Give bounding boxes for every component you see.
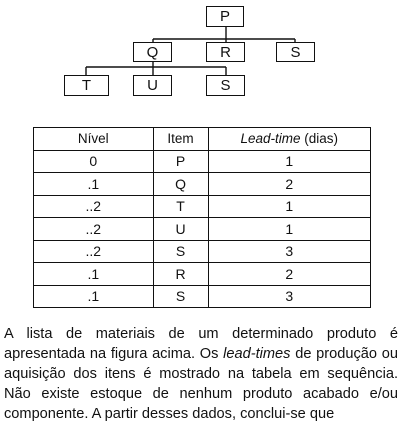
table-row bbox=[34, 173, 371, 196]
node-p: P bbox=[206, 6, 244, 27]
cell-nivel: 0 bbox=[34, 150, 154, 173]
table-row bbox=[34, 218, 371, 241]
cell-nivel: .1 bbox=[34, 285, 154, 308]
cell-nivel: ..2 bbox=[34, 240, 154, 263]
leadtime-table bbox=[33, 127, 371, 308]
cell-leadtime: 2 bbox=[208, 173, 371, 196]
paragraph-text-2: de produção ou aquisição dos itens é mostrado na tabela em sequência. Não existe estoque de nenhum produto acabado e/ou componente. A partir desses dados, conclui-se que bbox=[4, 346, 398, 422]
cell-item: Q bbox=[153, 173, 208, 196]
node-q: Q bbox=[133, 42, 172, 62]
tree-connectors bbox=[0, 0, 402, 120]
header-leadtime-unit: (dias) bbox=[300, 131, 339, 147]
table-row bbox=[34, 263, 371, 286]
table-row bbox=[34, 150, 371, 173]
table-row bbox=[34, 195, 371, 218]
cell-item: S bbox=[153, 285, 208, 308]
cell-item: U bbox=[153, 218, 208, 241]
header-nivel: Nível bbox=[34, 128, 154, 151]
table-header-row bbox=[34, 128, 371, 151]
cell-nivel: ..2 bbox=[34, 195, 154, 218]
cell-leadtime: 1 bbox=[208, 195, 371, 218]
paragraph-text-1: A lista de materiais de um determinado produto é apresentada na figura acima. Os bbox=[4, 326, 398, 362]
paragraph-italic-leadtimes: lead-times bbox=[223, 346, 291, 362]
cell-leadtime: 3 bbox=[208, 285, 371, 308]
question-paragraph bbox=[4, 324, 398, 424]
cell-nivel: ..2 bbox=[34, 218, 154, 241]
cell-leadtime: 3 bbox=[208, 240, 371, 263]
cell-item: R bbox=[153, 263, 208, 286]
cell-item: T bbox=[153, 195, 208, 218]
cell-nivel: .1 bbox=[34, 263, 154, 286]
cell-leadtime: 2 bbox=[208, 263, 371, 286]
cell-nivel: .1 bbox=[34, 173, 154, 196]
table-row bbox=[34, 240, 371, 263]
header-leadtime bbox=[208, 128, 371, 151]
node-s-top: S bbox=[276, 42, 315, 62]
product-structure-tree bbox=[0, 0, 402, 120]
node-t: T bbox=[64, 75, 109, 96]
cell-item: P bbox=[153, 150, 208, 173]
cell-item: S bbox=[153, 240, 208, 263]
header-item: Item bbox=[153, 128, 208, 151]
cell-leadtime: 1 bbox=[208, 150, 371, 173]
cell-leadtime: 1 bbox=[208, 218, 371, 241]
node-u: U bbox=[133, 75, 172, 96]
node-s-bottom: S bbox=[206, 75, 245, 96]
header-leadtime-italic: Lead-time bbox=[240, 131, 301, 147]
node-r: R bbox=[206, 42, 245, 62]
table-row bbox=[34, 285, 371, 308]
